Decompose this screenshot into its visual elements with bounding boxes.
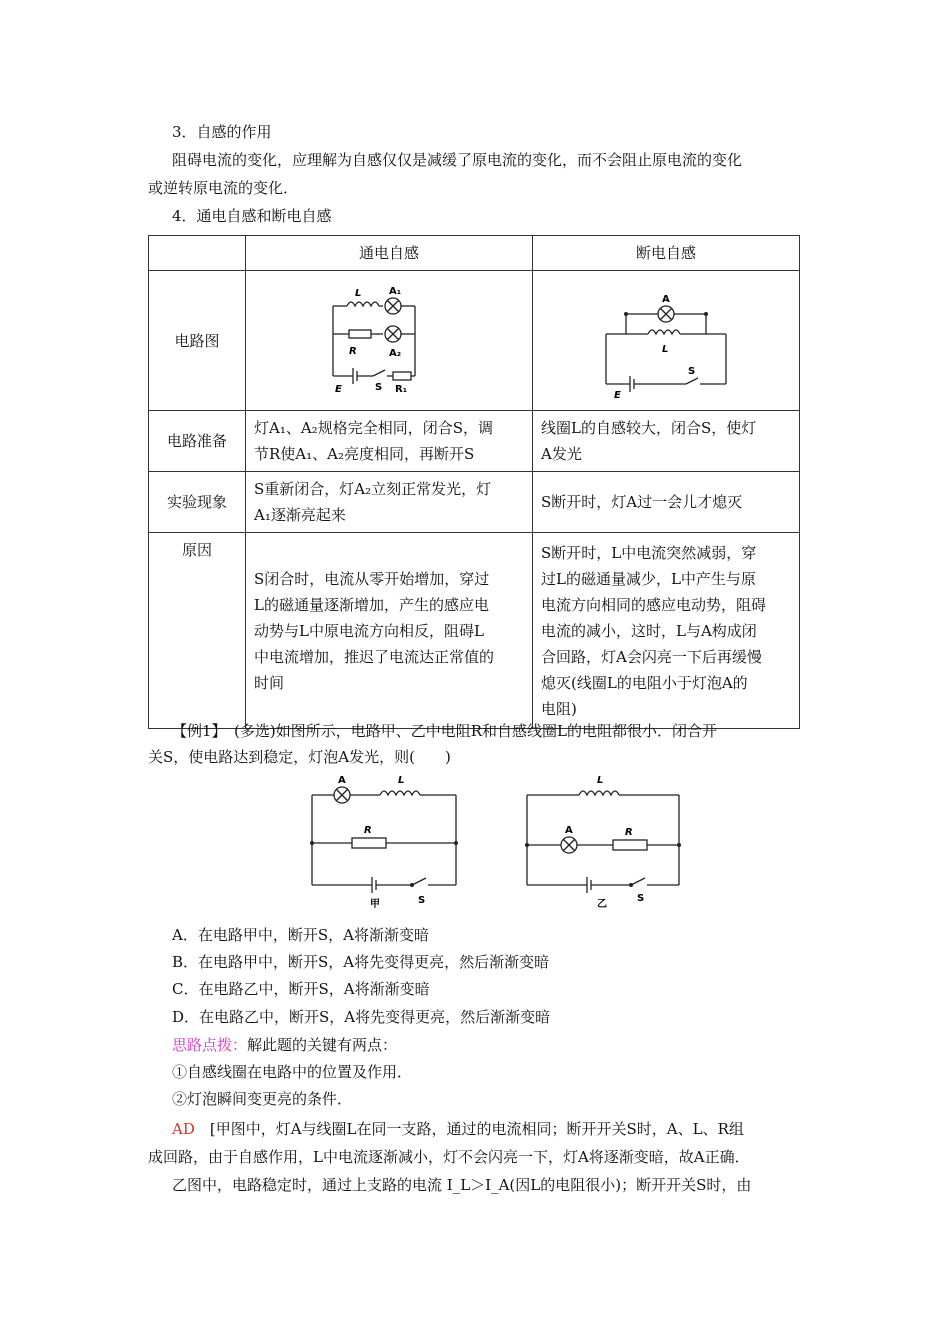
explanation-3: 乙图中，电路稳定时，通过上支路的电流 I_L＞I_A(因L的电阻很小)；断开开关S时，由 <box>172 1176 752 1194</box>
prep-on-cell <box>246 411 533 472</box>
explanation-1: [甲图中，灯A与线圈L在同一支路，通过的电流相同；断开开关S时，A、L、R组 <box>194 1120 744 1138</box>
hint-label: 思路点拨： <box>172 1036 248 1054</box>
example-line-1: 【例1】 (多选)如图所示，电路甲、乙中电阻R和自感线圈L的电阻都很小．闭合开 <box>172 722 718 740</box>
section3-body-2: 或逆转原电流的变化． <box>148 179 299 197</box>
prep-on-line-2: 节R使A₁、A₂亮度相同，再断开S <box>254 445 475 463</box>
label-R1: R₁ <box>395 383 408 395</box>
label-S-off: S <box>688 365 696 377</box>
reason-on-line: 时间 <box>254 673 285 692</box>
label-A-off: A <box>662 293 670 305</box>
option-b: B．在电路甲中，断开S，A将先变得更亮，然后渐渐变暗 <box>172 953 550 971</box>
section3-heading: 3．自感的作用 <box>172 123 272 141</box>
section4-heading: 4．通电自感和断电自感 <box>172 207 332 225</box>
circuit-diagram-off-cell <box>533 271 800 411</box>
option-a: A．在电路甲中，断开S，A将渐渐变暗 <box>172 926 429 944</box>
reason-on-line: L的磁通量逐渐增加，产生的感应电 <box>254 595 489 614</box>
reason-off-line: 合回路，灯A会闪亮一下后再缓慢 <box>541 647 762 666</box>
option-d: D．在电路乙中，断开S，A将先变得更亮，然后渐渐变暗 <box>172 1008 551 1026</box>
label-A2: A₂ <box>389 347 402 359</box>
reason-off-line: 电流的减小，这时，L与A构成闭 <box>541 621 757 640</box>
circuit-jia <box>300 775 470 910</box>
reason-on-cell <box>246 533 533 729</box>
yi-label-L: L <box>597 775 604 786</box>
phenomenon-off-cell: S断开时，灯A过一会儿才熄灭 <box>533 472 800 533</box>
prep-off-line-2: A发光 <box>541 445 582 463</box>
label-A1: A₁ <box>389 285 402 297</box>
hint-line <box>172 1034 842 1056</box>
reason-off-line: 电阻) <box>541 699 577 718</box>
circuit-diagram-off <box>596 276 736 398</box>
yi-label-R: R <box>625 827 633 838</box>
row-header-reason: 原因 <box>149 533 246 729</box>
circuit-diagram-on-cell <box>246 271 533 411</box>
prep-off-line-1: 线圈L的自感较大，闭合S，使灯 <box>541 419 757 437</box>
hint-point-2: ②灯泡瞬间变更亮的条件． <box>172 1090 353 1108</box>
answer-label: AD <box>172 1120 195 1138</box>
yi-label-S: S <box>637 893 645 904</box>
phenomenon-on-line-2: A₁逐渐亮起来 <box>254 506 346 524</box>
phenomenon-on-cell <box>246 472 533 533</box>
option-c: C．在电路乙中，断开S，A将渐渐变暗 <box>172 980 430 998</box>
yi-label: 乙 <box>597 899 607 910</box>
reason-off-cell <box>533 533 800 729</box>
jia-label: 甲 <box>370 899 380 910</box>
self-inductance-table <box>148 235 800 729</box>
label-L: L <box>355 287 362 299</box>
reason-off-line: 过L的磁通量减少，L中产生与原 <box>541 569 756 588</box>
yi-label-A: A <box>565 825 573 836</box>
section3-body-1: 阻碍电流的变化，应理解为自感仅仅是减缓了原电流的变化，而不会阻止原电流的变化 <box>172 151 743 169</box>
prep-off-cell <box>533 411 800 472</box>
reason-on-line: 中电流增加，推迟了电流达正常值的 <box>254 647 495 666</box>
jia-label-A: A <box>338 775 346 786</box>
jia-label-L: L <box>398 775 405 786</box>
hint-point-1: ①自感线圈在电路中的位置及作用． <box>172 1063 413 1081</box>
row-header-circuit: 电路图 <box>149 271 246 411</box>
col-header-off: 断电自感 <box>533 236 800 271</box>
answer-line <box>172 1118 842 1140</box>
label-S: S <box>375 381 383 393</box>
row-header-phenomenon: 实验现象 <box>149 472 246 533</box>
label-E: E <box>335 383 342 395</box>
table-corner <box>149 236 246 271</box>
phenomenon-on-line-1: S重新闭合，灯A₂立刻正常发光，灯 <box>254 480 492 498</box>
row-header-prep: 电路准备 <box>149 411 246 472</box>
circuit-yi <box>515 775 695 910</box>
reason-off-line: 电流方向相同的感应电动势，阻碍 <box>541 595 767 614</box>
col-header-on: 通电自感 <box>246 236 533 271</box>
explanation-2: 成回路，由于自感作用，L中电流逐渐减小，灯不会闪亮一下，灯A将逐渐变暗，故A正确． <box>148 1148 750 1166</box>
label-E-off: E <box>614 389 621 398</box>
label-R: R <box>349 345 357 357</box>
example-line-2: 关S，使电路达到稳定，灯泡A发光，则( ) <box>148 748 451 766</box>
jia-label-S: S <box>418 895 426 906</box>
reason-on-line: S闭合时，电流从零开始增加，穿过 <box>254 569 490 588</box>
prep-on-line-1: 灯A₁、A₂规格完全相同，闭合S，调 <box>254 419 493 437</box>
reason-off-line: 熄灭(线圈L的电阻小于灯泡A的 <box>541 673 748 692</box>
hint-text: 解此题的关键有两点： <box>247 1036 398 1054</box>
circuit-diagram-on <box>319 276 459 398</box>
jia-label-R: R <box>364 825 372 836</box>
reason-on-line: 动势与L中原电流方向相反，阻碍L <box>254 621 484 640</box>
reason-off-line: S断开时，L中电流突然减弱，穿 <box>541 543 757 562</box>
label-L-off: L <box>662 343 669 355</box>
